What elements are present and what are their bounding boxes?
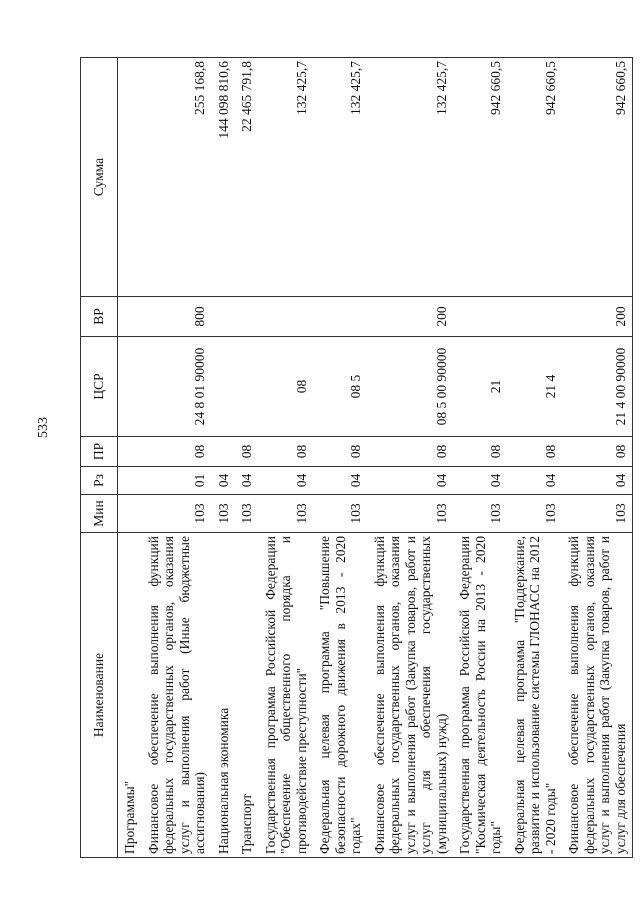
cell-name: Национальная экономика [212, 533, 236, 858]
budget-table [80, 57, 633, 858]
cell-csr: 08 5 [313, 337, 368, 437]
table-row [259, 58, 314, 858]
cell-pr: 08 [562, 437, 633, 467]
table-row [368, 58, 454, 858]
cell-vr: 200 [368, 297, 454, 337]
cell-csr [212, 337, 236, 437]
cell-sum: 942 660,5 [453, 58, 508, 297]
cell-min: 103 [508, 495, 563, 533]
cell-name: Транспорт [235, 533, 259, 858]
cell-name: Финансовое обеспечение выполнения функций федеральных государственных органов, оказания услуг и выполнения работ (Закупка товаров, работ и услуг для обеспечения государственных (муниципальных) нужд) [368, 533, 454, 858]
cell-vr [212, 297, 236, 337]
cell-rz: 04 [259, 467, 314, 495]
cell-vr: 800 [142, 297, 212, 337]
rotated-page-content [80, 58, 628, 858]
cell-csr: 21 4 00 90000 [562, 337, 633, 437]
cell-min: 103 [235, 495, 259, 533]
table-row [562, 58, 633, 858]
cell-vr [453, 297, 508, 337]
table-header-row [81, 58, 118, 858]
cell-min: 103 [259, 495, 314, 533]
cell-pr: 08 [142, 437, 212, 467]
cell-csr [235, 337, 259, 437]
cell-pr: 08 [259, 437, 314, 467]
cell-pr: 08 [368, 437, 454, 467]
cell-rz: 01 [142, 467, 212, 495]
cell-csr [118, 337, 142, 437]
cell-sum: 132 425,7 [368, 58, 454, 297]
cell-rz: 04 [453, 467, 508, 495]
cell-min: 103 [368, 495, 454, 533]
cell-min: 103 [142, 495, 212, 533]
cell-rz: 04 [235, 467, 259, 495]
table-row [453, 58, 508, 858]
cell-sum: 144 098 810,6 [212, 58, 236, 297]
cell-vr [118, 297, 142, 337]
cell-min [118, 495, 142, 533]
header-csr: ЦСР [81, 337, 118, 437]
cell-rz: 04 [368, 467, 454, 495]
cell-name: Государственная программа Российской Федерации "Космическая деятельность России на 2013 - 2020 годы" [453, 533, 508, 858]
table-row [142, 58, 212, 858]
cell-sum: 22 465 791,8 [235, 58, 259, 297]
cell-vr [508, 297, 563, 337]
cell-pr [212, 437, 236, 467]
header-vr: ВР [81, 297, 118, 337]
cell-sum: 255 168,8 [142, 58, 212, 297]
cell-csr: 08 5 00 90000 [368, 337, 454, 437]
header-min: Мин [81, 495, 118, 533]
cell-sum: 942 660,5 [508, 58, 563, 297]
cell-rz [118, 467, 142, 495]
cell-name: Федеральная целевая программа "Поддержание, развитие и использование системы ГЛОНАСС на 2012 - 2020 годы" [508, 533, 563, 858]
header-rz: Рз [81, 467, 118, 495]
cell-sum: 132 425,7 [313, 58, 368, 297]
cell-name: Федеральная целевая программа "Повышение безопасности дорожного движения в 2013 - 2020 годах" [313, 533, 368, 858]
cell-min: 103 [562, 495, 633, 533]
cell-pr: 08 [313, 437, 368, 467]
cell-name: Государственная программа Российской Федерации "Обеспечение общественного порядка и противодействие преступности" [259, 533, 314, 858]
cell-min: 103 [212, 495, 236, 533]
cell-min: 103 [313, 495, 368, 533]
cell-rz: 04 [212, 467, 236, 495]
table-row [235, 58, 259, 858]
cell-vr [313, 297, 368, 337]
cell-min: 103 [453, 495, 508, 533]
cell-csr: 21 [453, 337, 508, 437]
cell-pr: 08 [453, 437, 508, 467]
cell-csr: 24 8 01 90000 [142, 337, 212, 437]
cell-sum: 132 425,7 [259, 58, 314, 297]
cell-vr: 200 [562, 297, 633, 337]
cell-vr [259, 297, 314, 337]
table-row [508, 58, 563, 858]
cell-sum [118, 58, 142, 297]
cell-name: Финансовое обеспечение выполнения функций федеральных государственных органов, оказания услуг и выполнения работ (Закупка товаров, работ и услуг для обеспечения [562, 533, 633, 858]
header-pr: ПР [81, 437, 118, 467]
cell-csr: 08 [259, 337, 314, 437]
cell-rz: 04 [562, 467, 633, 495]
cell-vr [235, 297, 259, 337]
table-row [313, 58, 368, 858]
table-row [118, 58, 142, 858]
cell-pr [118, 437, 142, 467]
cell-csr: 21 4 [508, 337, 563, 437]
cell-rz: 04 [508, 467, 563, 495]
cell-name: Финансовое обеспечение выполнения функций федеральных государственных органов, оказания услуг и выполнения работ (Иные бюджетные ассигнования) [142, 533, 212, 858]
cell-pr: 08 [235, 437, 259, 467]
cell-name: Программы" [118, 533, 142, 858]
cell-sum: 942 660,5 [562, 58, 633, 297]
table-row [212, 58, 236, 858]
cell-pr: 08 [508, 437, 563, 467]
cell-rz: 04 [313, 467, 368, 495]
page-number: 533 [36, 417, 51, 438]
header-sum: Сумма [81, 58, 118, 297]
header-name: Наименование [81, 533, 118, 858]
